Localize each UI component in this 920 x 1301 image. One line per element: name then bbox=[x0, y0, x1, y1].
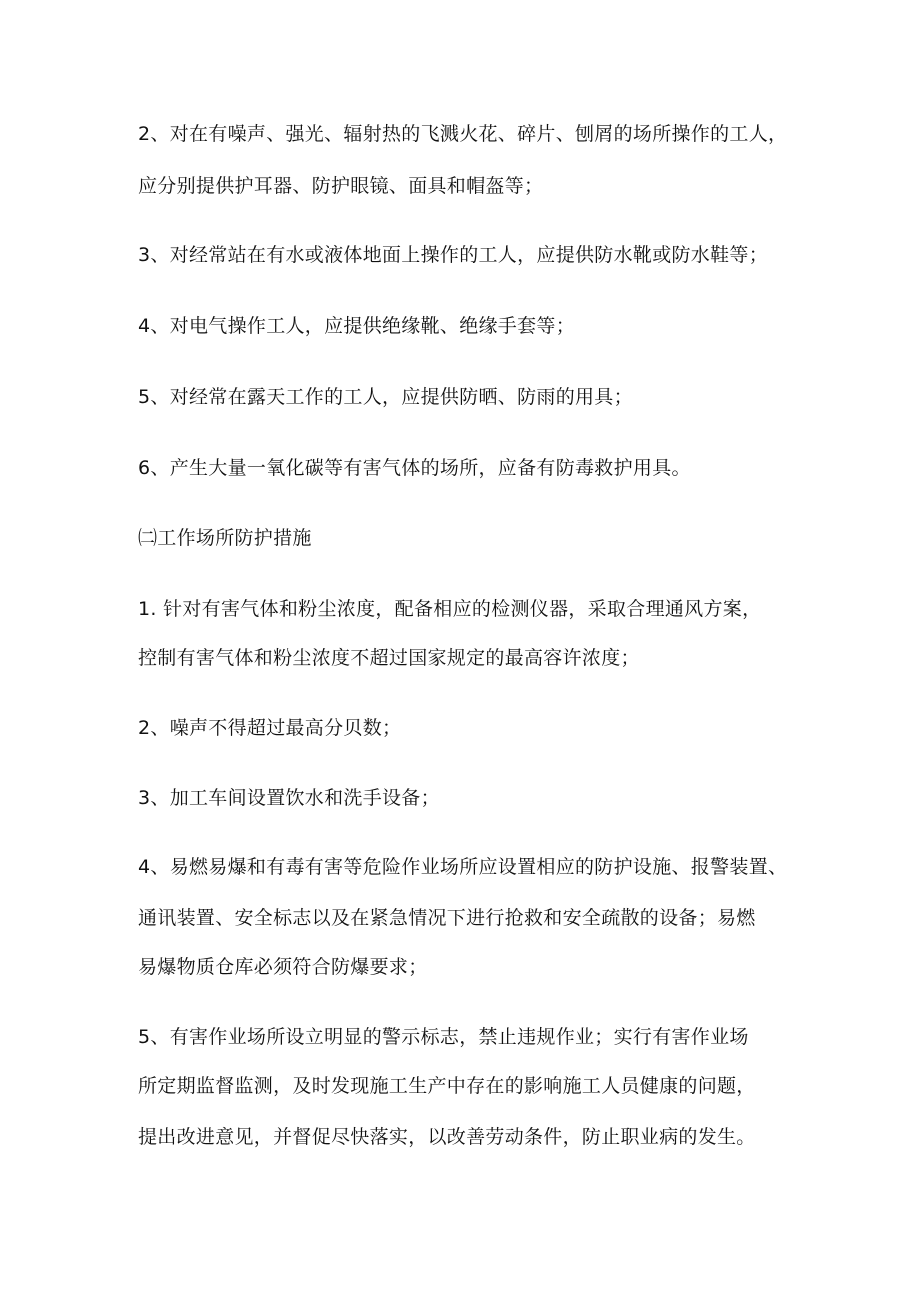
text-line: 3、加工车间设置饮水和洗手设备； bbox=[138, 787, 440, 809]
text-line: 通讯装置、安全标志以及在紧急情况下进行抢救和安全疏散的设备；易燃 bbox=[138, 907, 756, 929]
text-line: 3、对经常站在有水或液体地面上操作的工人，应提供防水靴或防水鞋等； bbox=[138, 244, 768, 266]
text-line: 易爆物质仓库必须符合防爆要求； bbox=[138, 956, 428, 978]
text-line: 5、对经常在露天工作的工人，应提供防晒、防雨的用具； bbox=[138, 386, 633, 408]
text-line: 提出改进意见，并督促尽快落实，以改善劳动条件，防止职业病的发生。 bbox=[138, 1126, 756, 1148]
text-line: 4、对电气操作工人，应提供绝缘靴、绝缘手套等； bbox=[138, 315, 575, 337]
section-heading: ㈡工作场所防护措施 bbox=[138, 527, 312, 549]
text-line: 应分别提供护耳器、防护眼镜、面具和帽盔等； bbox=[138, 175, 544, 197]
text-line: 5、有害作业场所设立明显的警示标志，禁止违规作业；实行有害作业场 bbox=[138, 1026, 749, 1048]
text-line: 2、噪声不得超过最高分贝数； bbox=[138, 717, 402, 739]
text-line: 2、对在有噪声、强光、辐射热的飞溅火花、碎片、刨屑的场所操作的工人， bbox=[138, 123, 788, 145]
text-line: 所定期监督监测，及时发现施工生产中存在的影响施工人员健康的问题， bbox=[138, 1075, 756, 1097]
text-line: 6、产生大量一氧化碳等有害气体的场所，应备有防毒救护用具。 bbox=[138, 457, 691, 479]
text-line: 4、易燃易爆和有毒有害等危险作业场所应设置相应的防护设施、报警装置、 bbox=[138, 856, 788, 878]
text-line: 控制有害气体和粉尘浓度不超过国家规定的最高容许浓度； bbox=[138, 647, 640, 669]
text-line: 1. 针对有害气体和粉尘浓度，配备相应的检测仪器，采取合理通风方案， bbox=[138, 598, 762, 620]
